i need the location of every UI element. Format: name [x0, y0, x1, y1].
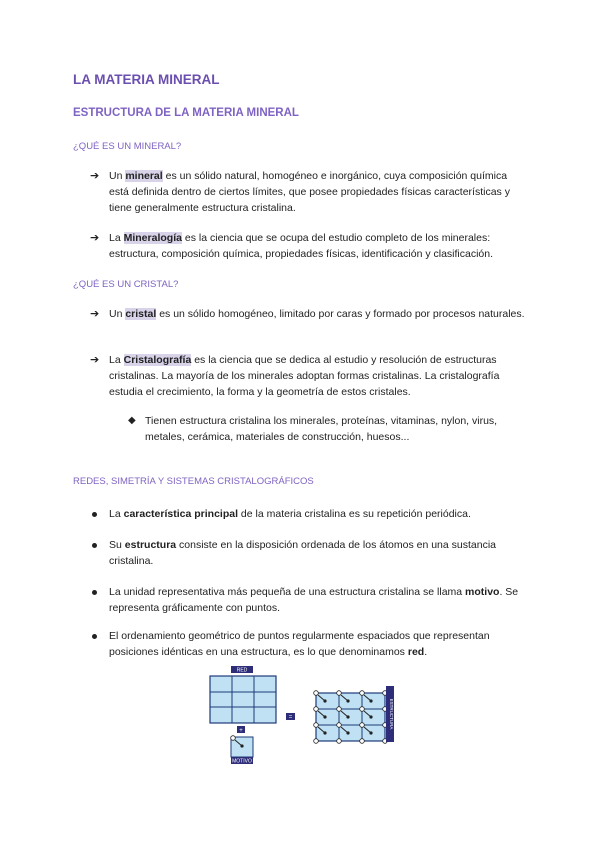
- estructura-label: ESTRUCTURA: [389, 698, 394, 730]
- arrow-icon: ➔: [90, 354, 100, 366]
- lattice-point: [360, 707, 365, 712]
- lattice-point: [360, 691, 365, 696]
- lattice-point: [360, 723, 365, 728]
- motivo-label: MOTIVO: [232, 758, 252, 765]
- red-motivo-diagram: [200, 660, 410, 770]
- paragraph-cristalografia: La Cristalografía es la ciencia que se dedica al estudio y resolución de estructuras cristalinas. La mayoría de los minerales adoptan formas cristalinas. La cristalografía estudia el crecimiento, la forma y la geometría de estos cristales.: [109, 354, 500, 398]
- bullet-icon: [92, 634, 97, 639]
- lattice-point: [337, 691, 342, 696]
- paragraph-mineral: Un mineral es un sólido natural, homogéneo e inorgánico, cuya composición química está definida dentro de ciertos límites, que posee propiedades físicas características y tiene generalmente estructura cristalina.: [109, 170, 510, 214]
- diamond-bullet-icon: ◆: [128, 415, 136, 426]
- lattice-point: [314, 723, 319, 728]
- motif-atom: [346, 715, 349, 718]
- bullet-icon: [92, 512, 97, 517]
- lattice-point: [314, 691, 319, 696]
- paragraph-ejemplos: Tienen estructura cristalina los minerales, proteínas, vitaminas, nylon, virus, metales, cerámica, materiales de construcción, huesos...: [145, 415, 498, 443]
- motif-atom: [323, 699, 326, 702]
- lattice-point: [314, 707, 319, 712]
- paragraph-mineralogia: La Mineralogía es la ciencia que se ocupa del estudio completo de los minerales: estructura, composición química, propiedades físicas, identificación y clasificación.: [109, 232, 494, 260]
- paragraph-estructura: Su estructura consiste en la disposición ordenada de los átomos en una sustancia cristalina.: [109, 539, 496, 567]
- motivo-cell: [231, 736, 253, 757]
- heading-redes-simetria: REDES, SIMETRÍA Y SISTEMAS CRISTALOGRÁFICOS: [73, 476, 314, 487]
- motif-atom: [369, 715, 372, 718]
- paragraph-motivo: La unidad representativa más pequeña de una estructura cristalina se llama motivo. Se representa gráficamente con puntos.: [109, 586, 519, 614]
- lattice-point: [337, 739, 342, 744]
- paragraph-cristal: Un cristal es un sólido homogéneo, limitado por caras y formado por procesos naturales.: [109, 308, 525, 320]
- equals-sign: =: [288, 714, 293, 721]
- motif-atom: [369, 699, 372, 702]
- arrow-icon: ➔: [90, 232, 100, 244]
- paragraph-red: El ordenamiento geométrico de puntos regularmente espaciados que representan posiciones idénticas en una estructura, es lo que denominamos red.: [109, 630, 490, 658]
- motif-atom: [346, 731, 349, 734]
- plus-sign: +: [239, 728, 243, 734]
- red-label: RED: [236, 667, 248, 674]
- bullet-icon: [92, 543, 97, 548]
- page-title: LA MATERIA MINERAL: [73, 72, 220, 87]
- motif-atom: [346, 699, 349, 702]
- bullet-icon: [92, 590, 97, 595]
- motif-atom: [323, 715, 326, 718]
- heading-que-es-cristal: ¿QUÉ ES UN CRISTAL?: [73, 279, 179, 290]
- arrow-icon: ➔: [90, 170, 100, 182]
- paragraph-caracteristica: La característica principal de la materia cristalina es su repetición periódica.: [109, 508, 471, 520]
- motif-atom: [369, 731, 372, 734]
- term-cristal: cristal: [125, 308, 157, 320]
- lattice-point: [360, 739, 365, 744]
- lattice-point: [314, 739, 319, 744]
- motif-atom: [323, 731, 326, 734]
- section-subtitle: ESTRUCTURA DE LA MATERIA MINERAL: [73, 107, 299, 119]
- lattice-point: [337, 707, 342, 712]
- term-mineralogia: Mineralogía: [123, 232, 182, 244]
- red-grid: [210, 676, 276, 723]
- heading-que-es-mineral: ¿QUÉ ES UN MINERAL?: [73, 141, 182, 152]
- term-mineral: mineral: [125, 170, 163, 182]
- arrow-icon: ➔: [90, 308, 100, 320]
- term-cristalografia: Cristalografía: [123, 354, 192, 366]
- lattice-point: [337, 723, 342, 728]
